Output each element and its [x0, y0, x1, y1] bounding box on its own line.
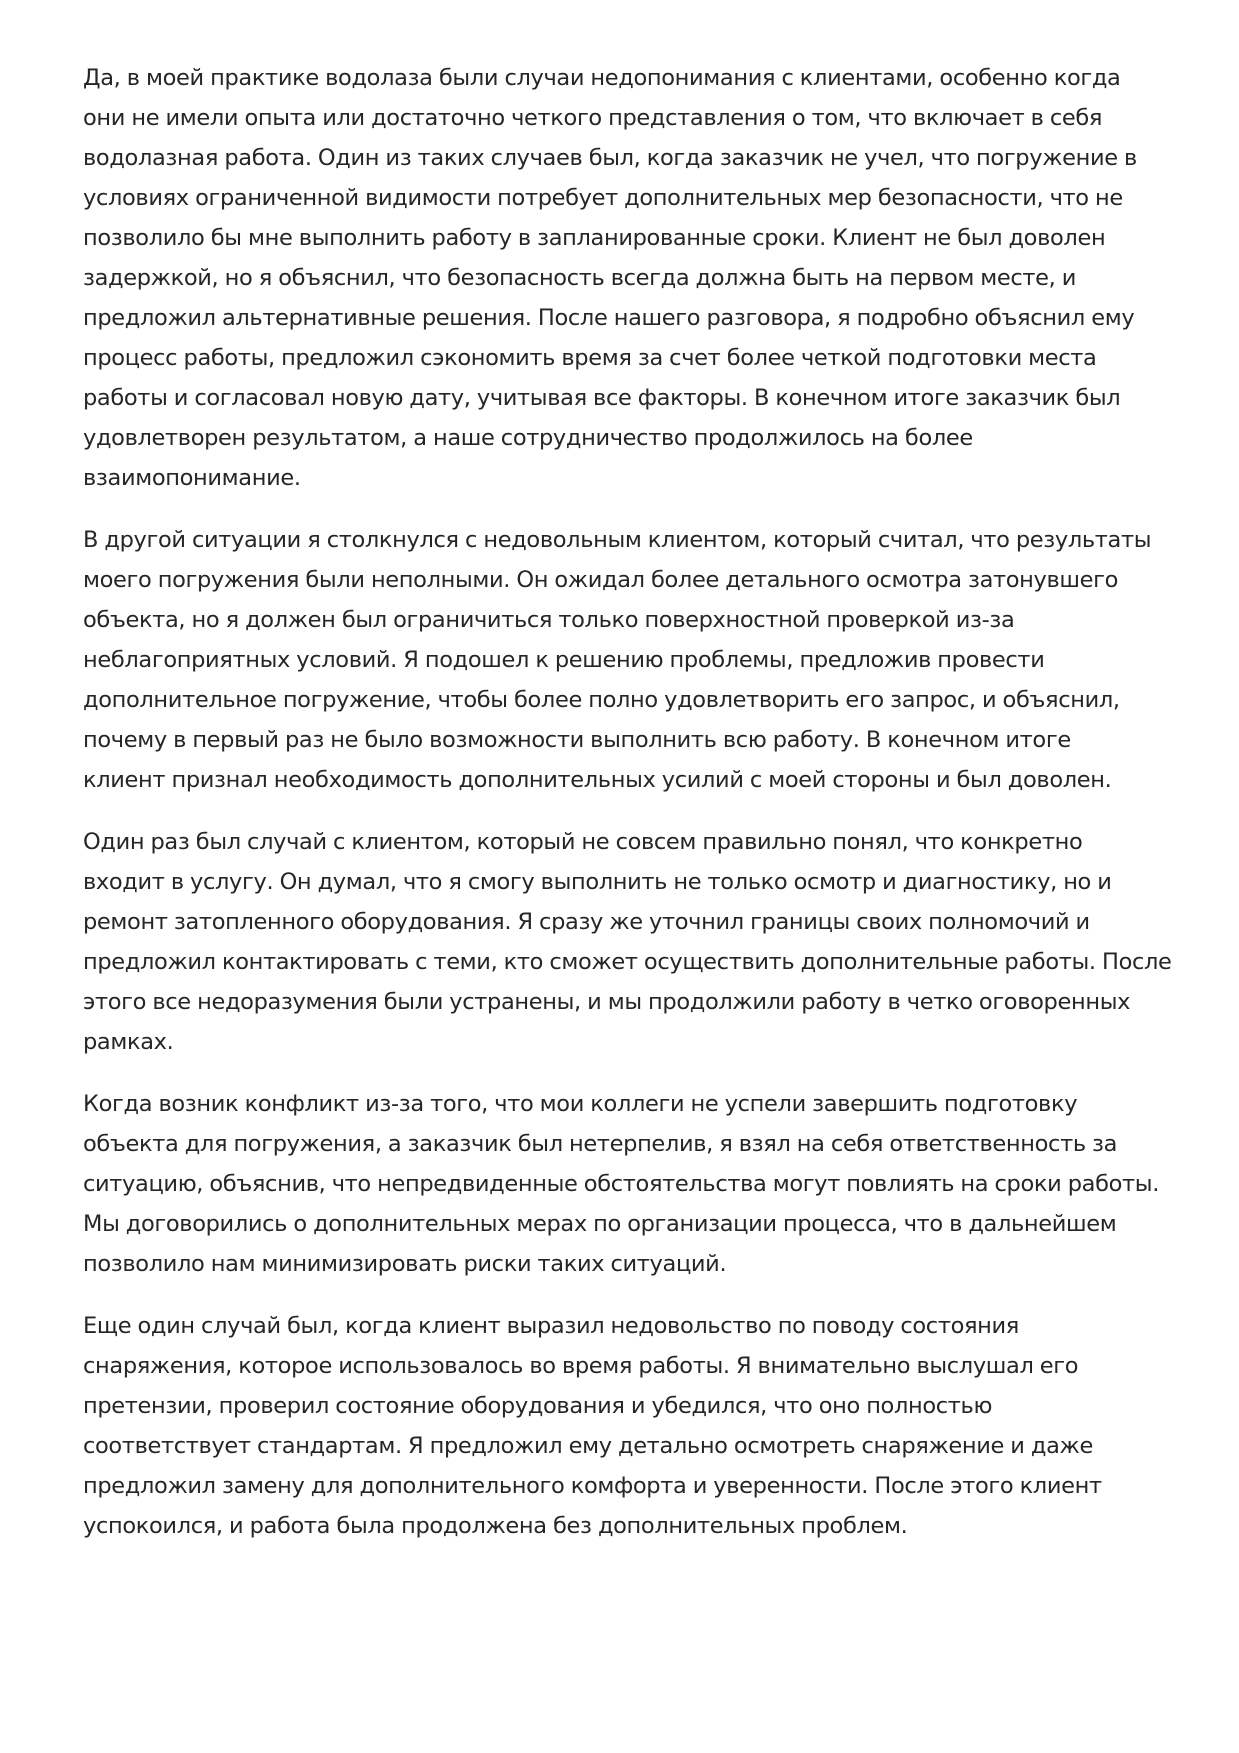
text-line: Один раз был случай с клиентом, который не совсем правильно понял, что конкретно [83, 829, 1083, 855]
paragraph-4 [83, 1084, 1163, 1284]
text-line: моего погружения были неполными. Он ожидал более детального осмотра затонувшего [83, 567, 1119, 593]
text-line: Мы договорились о дополнительных мерах по организации процесса, что в дальнейшем [83, 1211, 1117, 1237]
text-line: работы и согласовал новую дату, учитывая все факторы. В конечном итоге заказчик был [83, 385, 1121, 411]
text-line: этого все недоразумения были устранены, и мы продолжили работу в четко оговоренных [83, 989, 1131, 1015]
text-line: Еще один случай был, когда клиент выразил недовольство по поводу состояния [83, 1313, 1019, 1339]
text-line: позволило нам минимизировать риски таких ситуаций. [83, 1251, 727, 1277]
text-line: соответствует стандартам. Я предложил ему детально осмотреть снаряжение и даже [83, 1433, 1093, 1459]
text-line: Да, в моей практике водолаза были случаи недопонимания с клиентами, особенно когда [83, 65, 1121, 91]
text-line: задержкой, но я объяснил, что безопасность всегда должна быть на первом месте, и [83, 265, 1077, 291]
text-line: взаимопонимание. [83, 465, 301, 491]
text-line: процесс работы, предложил сэкономить время за счет более четкой подготовки места [83, 345, 1097, 371]
text-line: ремонт затопленного оборудования. Я сразу же уточнил границы своих полномочий и [83, 909, 1090, 935]
text-line: объекта, но я должен был ограничиться только поверхностной проверкой из-за [83, 607, 1015, 633]
text-line: дополнительное погружение, чтобы более полно удовлетворить его запрос, и объяснил, [83, 687, 1120, 713]
text-line: В другой ситуации я столкнулся с недовольным клиентом, который считал, что результаты [83, 527, 1152, 553]
text-line: они не имели опыта или достаточно четкого представления о том, что включает в себя [83, 105, 1103, 131]
text-line: почему в первый раз не было возможности выполнить всю работу. В конечном итоге [83, 727, 1071, 753]
text-line: входит в услугу. Он думал, что я смогу выполнить не только осмотр и диагностику, но и [83, 869, 1112, 895]
text-line: снаряжения, которое использовалось во время работы. Я внимательно выслушал его [83, 1353, 1079, 1379]
text-line: объекта для погружения, а заказчик был нетерпелив, я взял на себя ответственность за [83, 1131, 1118, 1157]
text-line: предложил замену для дополнительного комфорта и уверенности. После этого клиент [83, 1473, 1102, 1499]
paragraph-5 [83, 1306, 1163, 1546]
text-line: клиент признал необходимость дополнительных усилий с моей стороны и был доволен. [83, 767, 1112, 793]
text-line: условиях ограниченной видимости потребует дополнительных мер безопасности, что не [83, 185, 1123, 211]
text-line: удовлетворен результатом, а наше сотрудничество продолжилось на более [83, 425, 973, 451]
text-line: успокоился, и работа была продолжена без дополнительных проблем. [83, 1513, 908, 1539]
text-line: претензии, проверил состояние оборудования и убедился, что оно полностью [83, 1393, 993, 1419]
paragraph-2 [83, 520, 1163, 800]
text-line: предложил контактировать с теми, кто сможет осуществить дополнительные работы. После [83, 949, 1172, 975]
text-line: ситуацию, объяснив, что непредвиденные обстоятельства могут повлиять на сроки работы. [83, 1171, 1159, 1197]
paragraph-3 [83, 822, 1172, 1062]
text-line: водолазная работа. Один из таких случаев был, когда заказчик не учел, что погружение в [83, 145, 1137, 171]
text-line: позволило бы мне выполнить работу в запланированные сроки. Клиент не был доволен [83, 225, 1106, 251]
text-line: Когда возник конфликт из-за того, что мои коллеги не успели завершить подготовку [83, 1091, 1078, 1117]
paragraph-1 [83, 58, 1163, 498]
text-line: неблагоприятных условий. Я подошел к решению проблемы, предложив провести [83, 647, 1045, 673]
document-body [83, 58, 1172, 1568]
text-line: рамках. [83, 1029, 174, 1055]
text-line: предложил альтернативные решения. После нашего разговора, я подробно объяснил ему [83, 305, 1135, 331]
